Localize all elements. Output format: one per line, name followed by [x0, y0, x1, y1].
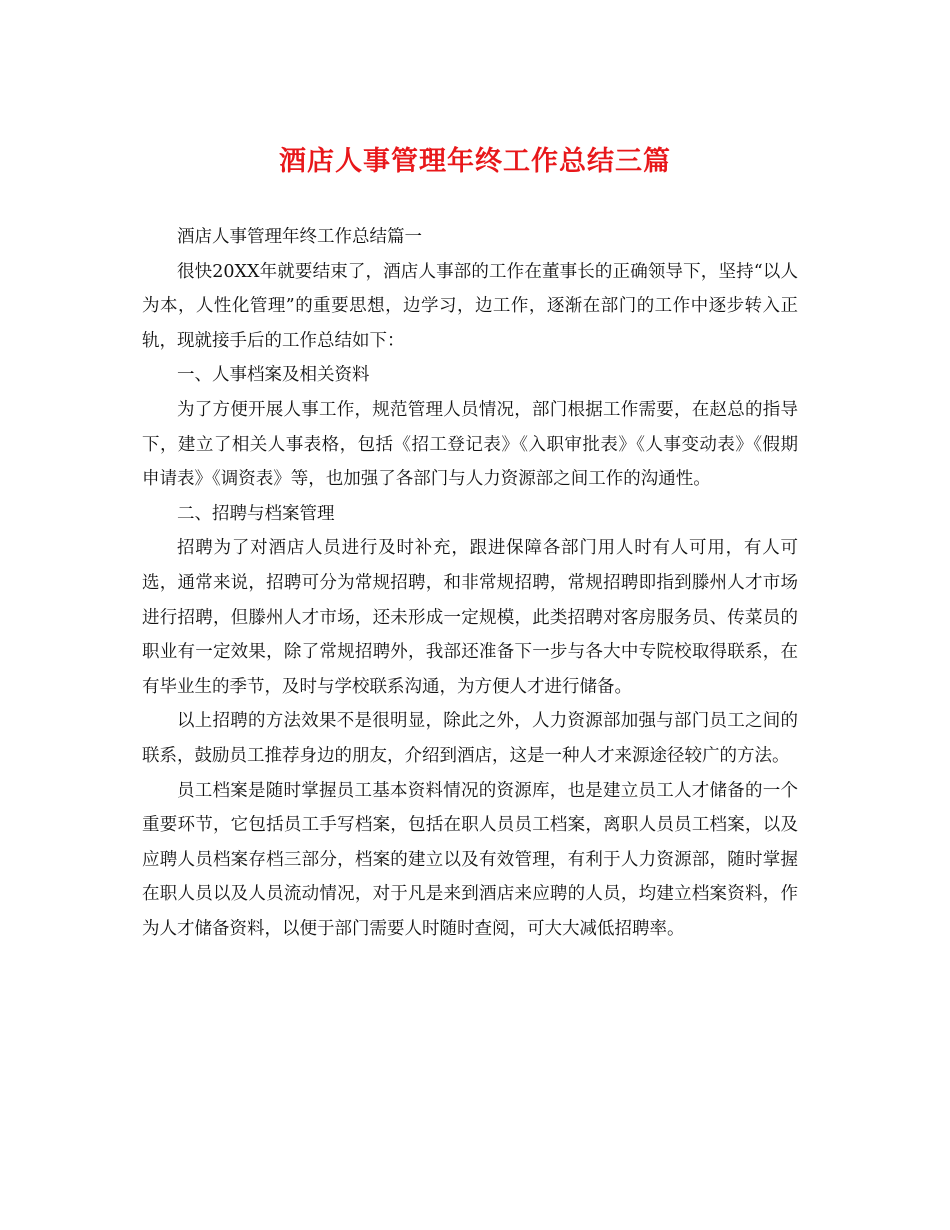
personnel-files-paragraph: 为了方便开展人事工作，规范管理人员情况，部门根据工作需要，在赵总的指导下，建立了相关人事表格，包括《招工登记表》《入职审批表》《人事变动表》《假期申请表》《调资表》等，也加强了各部门与人力资源部之间工作的沟通性。 [142, 399, 798, 490]
recruitment-methods-paragraph: 以上招聘的方法效果不是很明显，除此之外，人力资源部加强与部门员工之间的联系，鼓励员工推荐身边的朋友，介绍到酒店，这是一种人才来源途径较广的方法。 [142, 711, 798, 766]
document-body [142, 220, 798, 946]
section-heading-part-one: 酒店人事管理年终工作总结篇一 [177, 227, 422, 247]
intro-paragraph: 很快20XX年就要结束了，酒店人事部的工作在董事长的正确领导下，坚持“以人为本，人性化管理”的重要思想，边学习，边工作，逐渐在部门的工作中逐步转入正轨，现就接手后的工作总结如下： [142, 261, 798, 351]
employee-archives-paragraph: 员工档案是随时掌握员工基本资料情况的资源库，也是建立员工人才储备的一个重要环节，它包括员工手写档案，包括在职人员员工档案，离职人员员工档案，以及应聘人员档案存档三部分，档案的建立以及有效管理，有利于人力资源部，随时掌握在职人员以及人员流动情况，对于凡是来到酒店来应聘的人员，均建立档案资料，作为人才储备资料，以便于部门需要人时随时查阅，可大大减低招聘率。 [142, 780, 798, 939]
section-heading-personnel-files: 一、人事档案及相关资料 [177, 365, 370, 386]
document-title: 酒店人事管理年终工作总结三篇 [279, 146, 671, 177]
section-heading-recruitment: 二、招聘与档案管理 [177, 503, 335, 524]
recruitment-paragraph: 招聘为了对酒店人员进行及时补充，跟进保障各部门用人时有人可用，有人可选，通常来说，招聘可分为常规招聘，和非常规招聘，常规招聘即指到滕州人才市场进行招聘，但滕州人才市场，还未形成一定规模，此类招聘对客房服务员、传菜员的职业有一定效果，除了常规招聘外，我部还准备下一步与各大中专院校取得联系，在有毕业生的季节，及时与学校联系沟通，为方便人才进行储备。 [142, 538, 798, 697]
